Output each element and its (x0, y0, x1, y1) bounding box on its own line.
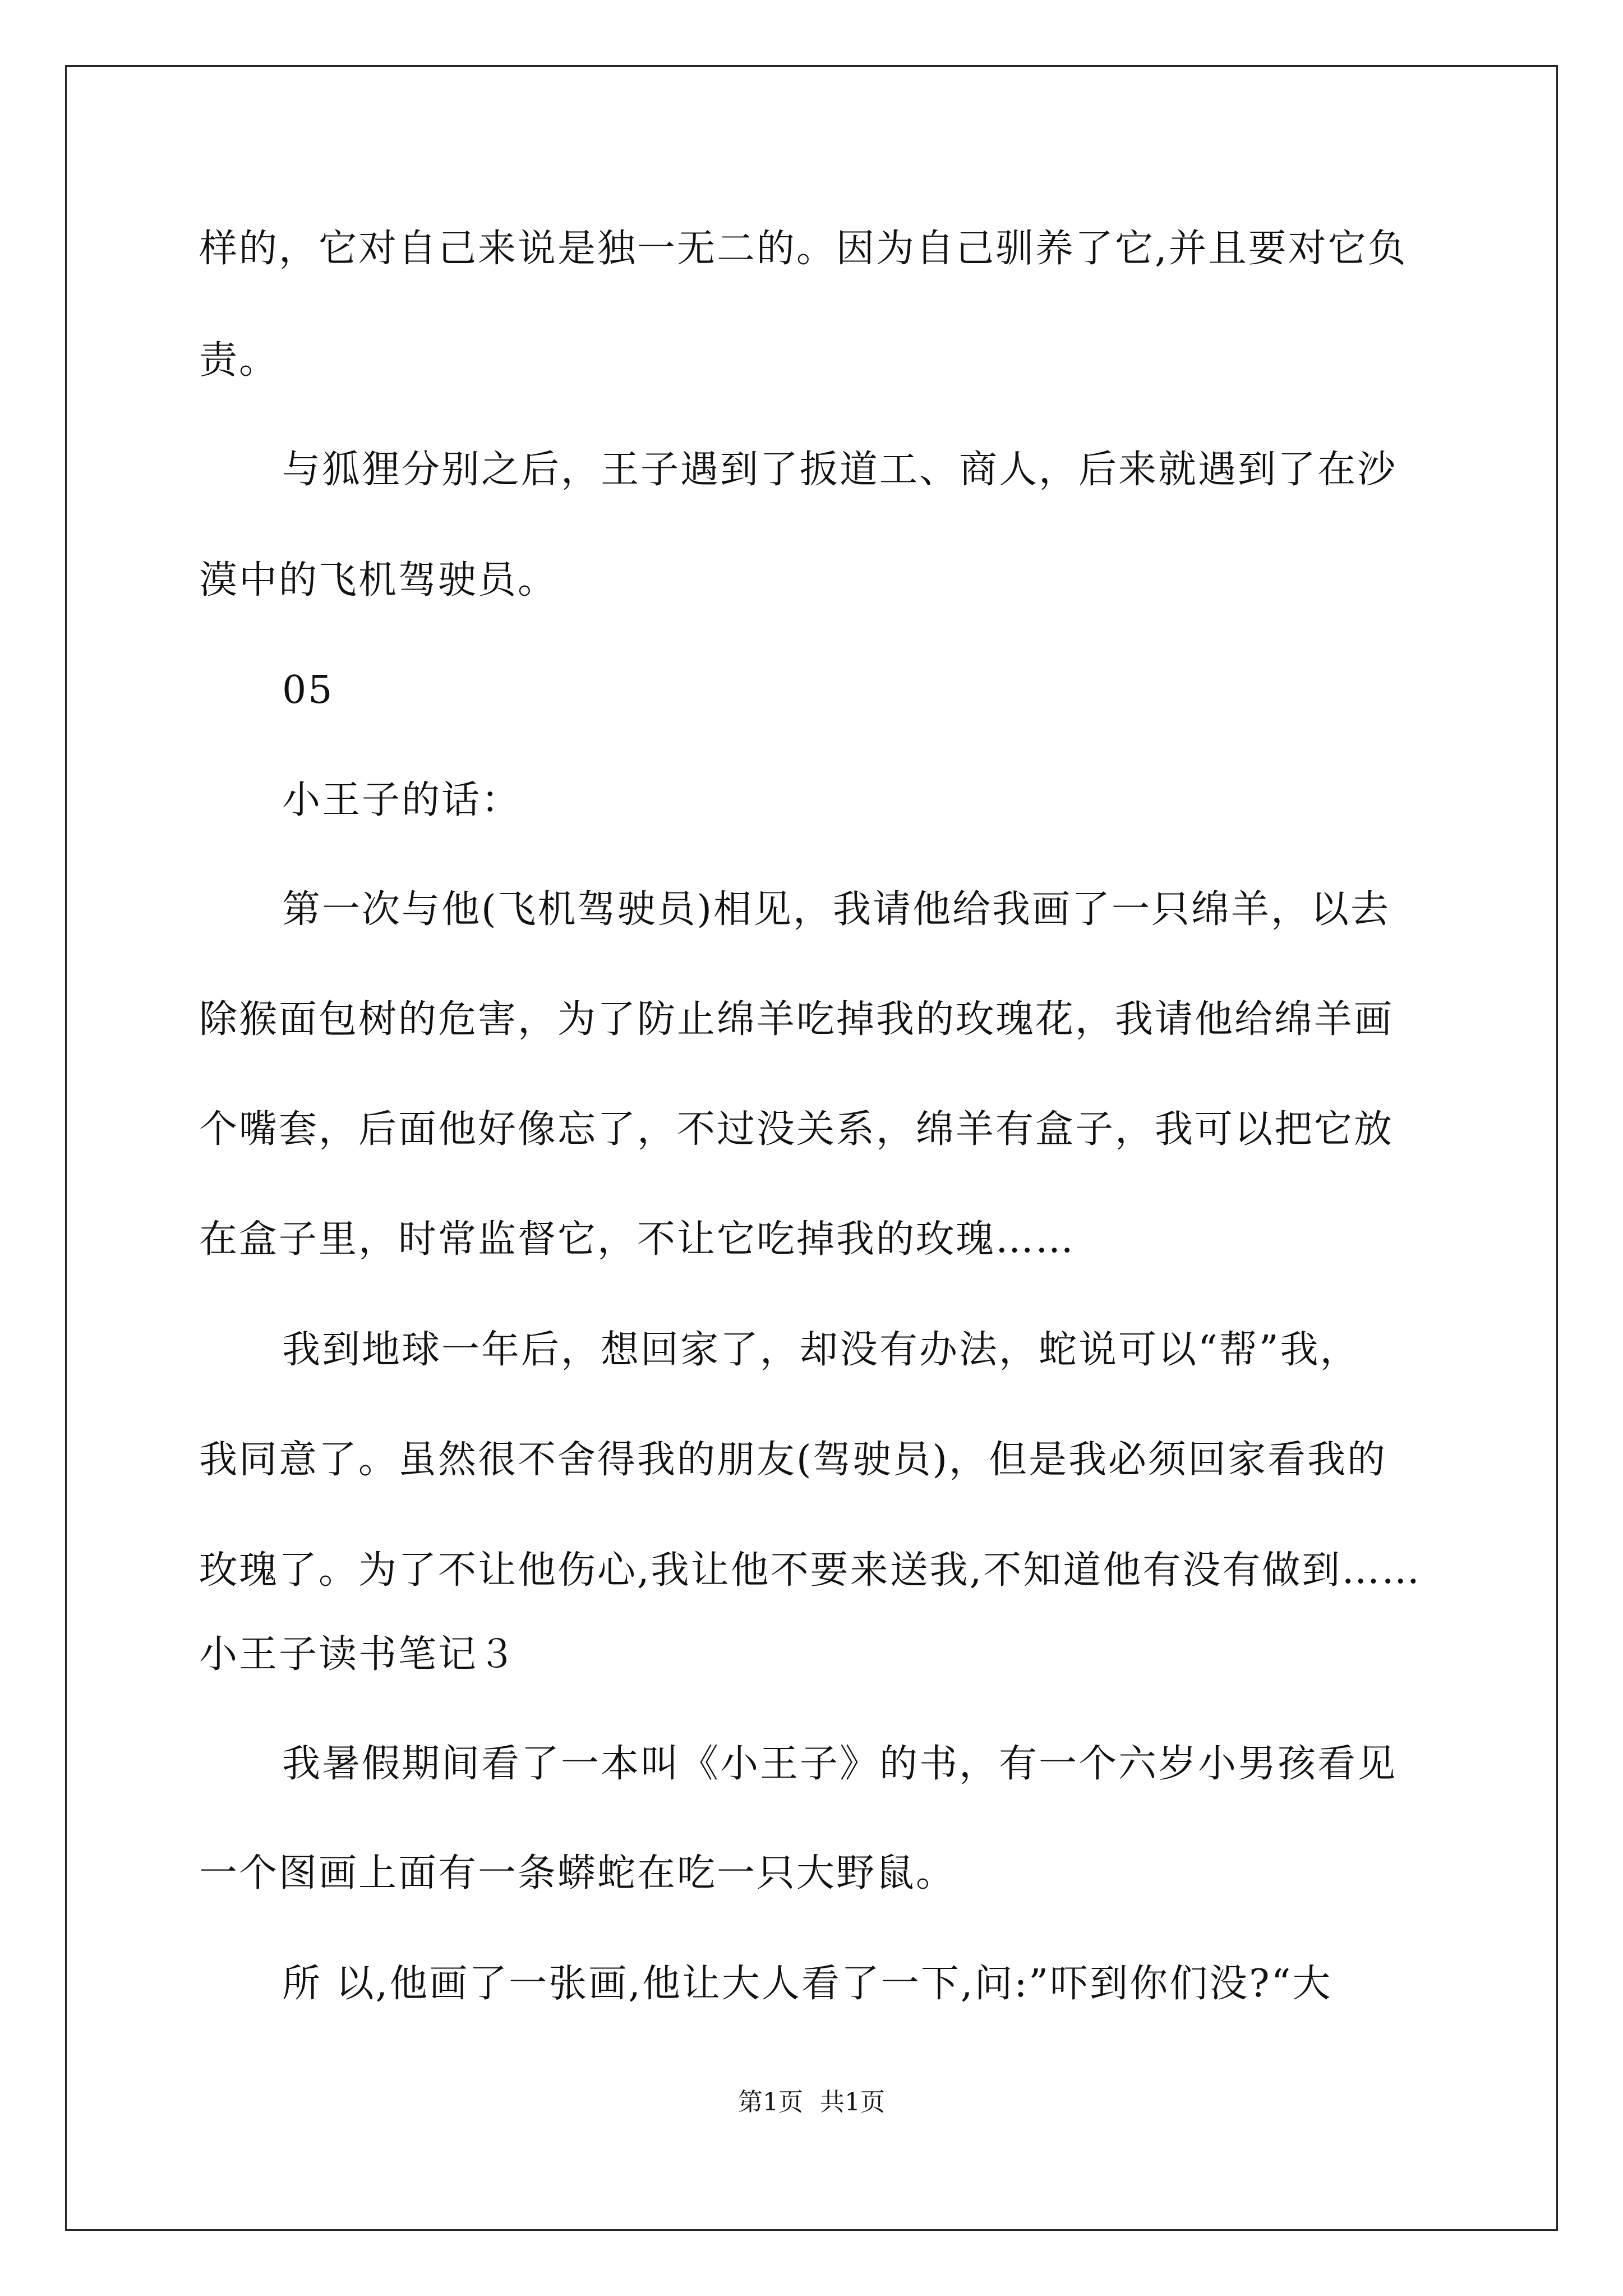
section-number: 05 (282, 668, 334, 712)
text-line: 我同意了。虽然很不舍得我的朋友(驾驶员)，但是我必须回家看我的 (199, 1438, 1387, 1482)
text-line: 玫瑰了。为了不让他伤心,我让他不要来送我,不知道他有没有做到…… (199, 1548, 1422, 1593)
section-subtitle: 小王子的话： (282, 778, 522, 822)
text-line: 除猴面包树的危害，为了防止绵羊吃掉我的玫瑰花，我请他给绵羊画 (199, 997, 1394, 1042)
paragraph-line: 我到地球一年后，想回家了，却没有办法，蛇说可以“帮”我， (282, 1328, 1360, 1372)
page-current: 第1页 (738, 2088, 803, 2116)
text-line: 个嘴套，后面他好像忘了，不过没关系，绵羊有盒子，我可以把它放 (199, 1107, 1394, 1152)
text-line: 一个图画上面有一条蟒蛇在吃一只大野鼠。 (199, 1851, 956, 1895)
paragraph-line: 我暑假期间看了一本叫《小王子》的书，有一个六岁小男孩看见 (282, 1742, 1398, 1786)
page-total: 共1页 (820, 2088, 885, 2116)
text-line: 责。 (199, 338, 279, 383)
paragraph-line: 与狐狸分别之后，王子遇到了扳道工、商人，后来就遇到了在沙 (282, 448, 1398, 492)
paragraph-line: 所 以,他画了一张画,他让大人看了一下,问:”吓到你们没?“大 (282, 1962, 1332, 2006)
text-line: 漠中的飞机驾驶员。 (199, 558, 558, 602)
section-heading: 小王子读书笔记３ (199, 1632, 518, 1677)
text-line: 样的，它对自己来说是独一无二的。因为自己驯养了它,并且要对它负 (199, 227, 1408, 271)
text-line: 在盒子里，时常监督它，不让它吃掉我的玫瑰…… (199, 1217, 1076, 1262)
page-footer (0, 2086, 1623, 2119)
paragraph-line: 第一次与他(飞机驾驶员)相见，我请他给我画了一只绵羊，以去 (282, 887, 1391, 932)
